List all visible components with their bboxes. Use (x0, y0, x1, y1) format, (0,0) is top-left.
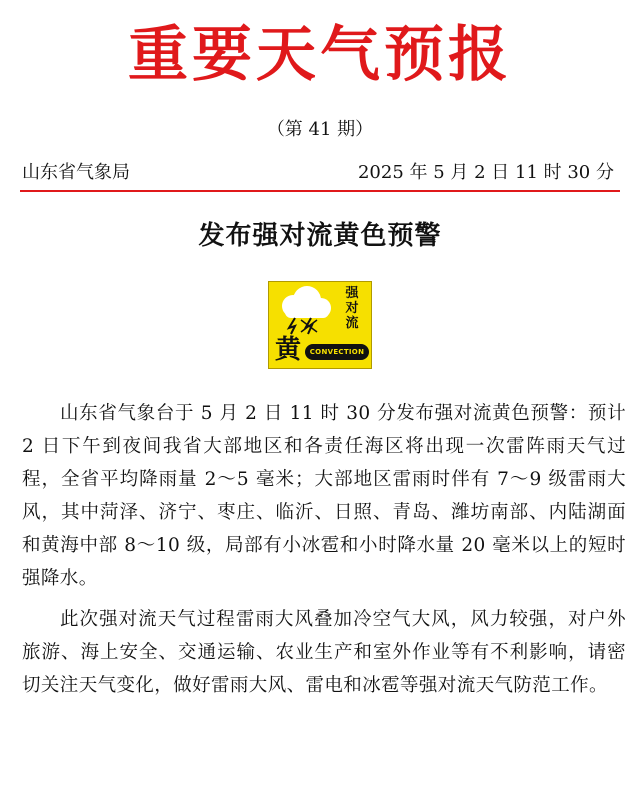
issue-datetime: 2025 年 5 月 2 日 11 时 30 分 (357, 162, 614, 183)
badge-type-char-2: 对 (345, 301, 359, 316)
warning-body (22, 397, 626, 710)
badge-type-label (335, 286, 369, 331)
warning-badge (268, 281, 372, 369)
warning-headline: 发布强对流黄色预警 (198, 221, 442, 251)
badge-level-label: 黄 (274, 335, 301, 365)
badge-type-char-1: 强 (345, 286, 359, 301)
issue-number: （第 41 期） (266, 119, 374, 140)
document-title: 重要天气预报 (128, 20, 512, 90)
body-paragraph-2: 此次强对流天气过程雷雨大风叠加冷空气大风，风力较强，对户外旅游、海上安全、交通运输、农业生产和室外作业等有不利影响，请密切关注天气变化，做好雷雨大风、雷电和冰雹等强对流天气防范工作。 (22, 609, 626, 696)
body-paragraph-1: 山东省气象台于 5 月 2 日 11 时 30 分发布强对流黄色预警：预计 2 日下午到夜间我省大部地区和各责任海区将出现一次雷阵雨天气过程，全省平均降雨量 2～5 毫米；大部地区雷雨时伴有 7～9 级雷雨大风，其中菏泽、济宁、枣庄、临沂、日照、青岛、潍坊南部、内陆湖面和黄海中部 8～10 级，局部有小冰雹和小时降水量 20 毫米以上的短时强降水。 (22, 403, 626, 589)
header-divider (20, 190, 620, 192)
badge-english-label: CONVECTION (305, 344, 369, 360)
badge-type-char-3: 流 (345, 316, 359, 331)
thunderstorm-cloud-icon (273, 284, 337, 336)
issuing-organization: 山东省气象局 (22, 162, 130, 183)
